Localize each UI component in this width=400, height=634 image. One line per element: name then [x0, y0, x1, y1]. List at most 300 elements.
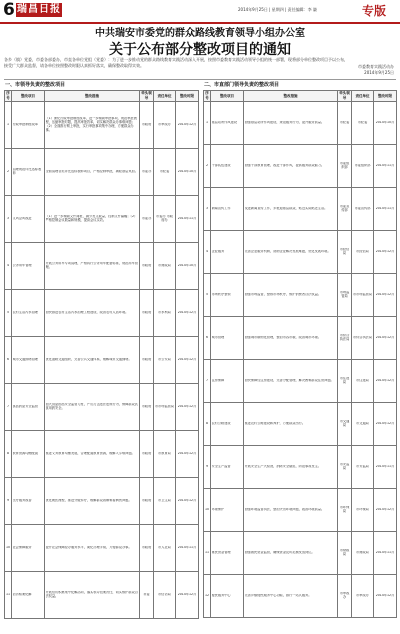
cell-item-text: 清理规范评比达标表彰 [12, 168, 42, 175]
cell-item-text: 基层站所作风建设 [211, 121, 237, 125]
cell-item-text: 行政审批制度改革 [12, 123, 38, 127]
cell-owner [140, 149, 154, 196]
intro-text: 各乡（镇）党委，市委各部委办，市直各单位党组（党委）：为了进一步推动党的群众路线教育实践活动深入开展，按照市委教育实践活动领导小组的统一部署，现将部分单位整改项目予以公布，接受广大群众监督，请各单位按照整改时限认真抓好落实，确保整改取得实效。 [4, 57, 348, 68]
cell-owner-text: 市政府 [141, 358, 152, 362]
headline-title: 关于公布部分整改项目的通知 [109, 42, 291, 58]
cell-deadline [176, 478, 199, 525]
cell-no [5, 572, 12, 619]
table-row [5, 102, 199, 149]
cell-unit-text: 市审改办 [356, 594, 369, 598]
cell-no-text: 2 [205, 164, 209, 168]
cell-unit-text: 市市场监管局 [352, 293, 373, 297]
cell-deadline [176, 525, 199, 572]
right-table-body [204, 102, 397, 618]
cell-unit [352, 403, 374, 446]
cell-no-text: 7 [205, 379, 209, 383]
cell-item [211, 317, 244, 360]
cell-deadline [374, 403, 397, 446]
cell-unit [154, 337, 176, 384]
cell-item [12, 337, 45, 384]
cell-owner [140, 196, 154, 243]
cell-deadline [176, 102, 199, 149]
right-table-header [204, 91, 397, 102]
cell-deadline [374, 274, 397, 317]
cell-owner [338, 274, 352, 317]
cell-measure [244, 403, 338, 446]
cell-no-text: 7 [6, 405, 10, 409]
cell-unit [352, 188, 374, 231]
cell-item [211, 274, 244, 317]
cell-deadline-text: 2014年12月 [177, 452, 197, 456]
left-table-body [5, 102, 199, 619]
cell-deadline-text: 2014年11月 [375, 551, 395, 555]
cell-measure [45, 431, 140, 478]
cell-measure-text: 全面清理各类评比达标表彰项目，严格控制审批，减轻基层负担。 [45, 170, 138, 174]
cell-no-text: 6 [205, 336, 209, 340]
col-owner: 牵头领导 [339, 91, 350, 100]
cell-unit-text: 市委宣传部 [354, 207, 371, 211]
left-section-title: 一、市领导负责的整改项目 [5, 82, 66, 88]
cell-unit-text: 市环保局 [356, 508, 369, 512]
cell-item [12, 431, 45, 478]
cell-item [12, 478, 45, 525]
cell-deadline-text: 2014年12月 [177, 358, 197, 362]
cell-no [204, 317, 211, 360]
cell-item [12, 290, 45, 337]
cell-no [5, 478, 12, 525]
cell-no [204, 575, 211, 618]
cell-unit [352, 360, 374, 403]
cell-deadline [374, 446, 397, 489]
cell-no [204, 360, 211, 403]
right-section-title: 二、市直部门领导负责的整改项目 [204, 82, 280, 88]
cell-deadline-text: 2014年10月 [375, 121, 395, 125]
table-row [204, 532, 397, 575]
cell-item [12, 102, 45, 149]
cell-unit-text: 市纪委 [357, 121, 368, 125]
cell-no-text: 11 [5, 593, 11, 597]
cell-owner-text: 市交通局 [339, 420, 350, 427]
newspaper-logo: 瑞昌日报 [17, 4, 61, 15]
cell-unit-text: 市卫生局 [158, 499, 171, 503]
cell-owner [140, 384, 154, 431]
cell-deadline-text: 2014年12月 [177, 311, 197, 315]
cell-measure [244, 317, 338, 360]
cell-owner [140, 525, 154, 572]
cell-item-text: 惠民资金管理 [211, 551, 231, 555]
cell-item-text: 企业服务 [211, 250, 225, 254]
table-row [204, 231, 397, 274]
cell-deadline [176, 337, 199, 384]
cell-item-text: 信访积案化解 [12, 593, 32, 597]
col-deadline: 整改时限 [176, 91, 199, 102]
cell-owner-text: 市审改办 [339, 592, 350, 599]
cell-unit-text: 市教育局 [158, 452, 171, 456]
cell-no-text: 8 [205, 422, 209, 426]
cell-owner-text: 市安监局 [339, 463, 350, 470]
cell-item-text: 安全生产监管 [211, 465, 231, 469]
date-line: 2014年9月25日 | 星期四 | 责任编辑：李 谦 [238, 7, 317, 12]
cell-no [204, 145, 211, 188]
cell-owner-text: 市环保局 [339, 506, 350, 513]
cell-measure-text: 加强市场监管，整顿市场秩序，维护消费者合法权益。 [244, 293, 321, 297]
cell-measure [45, 384, 140, 431]
cell-measure-text: 加强干部教育管理，改进干部作风，提高服务群众能力。 [244, 164, 325, 168]
cell-unit-text: 市综合执法局 [352, 336, 373, 340]
cell-owner-text: 市委 [143, 593, 150, 597]
cell-item [211, 188, 244, 231]
table-row [204, 575, 397, 618]
divider [4, 79, 396, 80]
cell-deadline [374, 145, 397, 188]
table-row [5, 243, 199, 290]
cell-measure-text: 改进新闻宣传工作，多报道基层群众，贴近实际贴近生活。 [244, 207, 328, 211]
cell-unit-text: 市交通局 [356, 422, 369, 426]
cell-owner [338, 403, 352, 446]
cell-item [12, 243, 45, 290]
cell-unit-text: 市水利局 [158, 311, 171, 315]
table-row [204, 403, 397, 446]
left-column [4, 82, 198, 619]
cell-no [5, 384, 12, 431]
cell-unit [352, 145, 374, 188]
cell-unit [352, 317, 374, 360]
cell-deadline-text: 2014年11月 [375, 164, 395, 168]
cell-owner-text: 市委办 [141, 217, 152, 221]
cell-no-text: 4 [205, 250, 209, 254]
cell-item-text: 住房保障 [211, 379, 225, 383]
cell-no [204, 188, 211, 231]
cell-measure [45, 572, 140, 619]
cell-item [12, 149, 45, 196]
cell-unit-text: 市信访局 [158, 593, 171, 597]
cell-measure [45, 478, 140, 525]
cell-item [211, 360, 244, 403]
cell-unit [352, 446, 374, 489]
cell-no-text: 5 [205, 293, 209, 297]
cell-owner-text: 市政府 [141, 499, 152, 503]
cell-deadline-text: 2014年12月 [177, 405, 197, 409]
cell-measure-text: 加快推进农村生活污水治理工程建设，改善农村人居环境。 [45, 311, 129, 315]
cell-measure-text: 优化道路交通组织，完善公共交通体系，缓解城市交通拥堵。 [45, 358, 132, 362]
cell-unit [352, 102, 374, 145]
col-no: 序号 [205, 91, 209, 100]
cell-item-text: 市场秩序整顿 [211, 293, 231, 297]
table-row [204, 446, 397, 489]
cell-unit [352, 575, 374, 618]
intro-block [4, 57, 396, 78]
cell-measure-text: 加强城市精细化管理，整治市容市貌，改善城市环境。 [244, 336, 321, 340]
cell-item-text: 教育资源均衡配置 [12, 452, 38, 456]
cell-item-text: 便民服务中心 [211, 594, 231, 598]
cell-unit-text: 市住建局 [356, 379, 369, 383]
cell-deadline-text: 2014年12月 [375, 422, 395, 426]
cell-deadline-text: 2014年12月 [375, 336, 395, 340]
cell-item [211, 575, 244, 618]
right-table [203, 90, 397, 618]
cell-owner [338, 446, 352, 489]
cell-no [5, 525, 12, 572]
cell-deadline [374, 489, 397, 532]
cell-no-text: 12 [204, 594, 210, 598]
cell-owner [140, 102, 154, 149]
cell-unit-text: 市纪委 [159, 170, 170, 174]
cell-deadline [176, 243, 199, 290]
cell-unit-text: 市委办 市政府办 [156, 215, 173, 222]
cell-deadline-text: 2014年10月 [177, 170, 197, 174]
table-row [5, 337, 199, 384]
cell-no [204, 102, 211, 145]
cell-unit [154, 290, 176, 337]
cell-owner-text: 市委宣传部 [339, 205, 350, 212]
cell-deadline-text: 2014年10月 [177, 264, 197, 268]
cell-no [204, 489, 211, 532]
cell-item [12, 525, 45, 572]
cell-owner [140, 290, 154, 337]
cell-no [204, 532, 211, 575]
cell-owner [140, 337, 154, 384]
cell-deadline-text: 2014年12月 [177, 123, 197, 127]
cell-item-text: 文风会风改进 [12, 217, 32, 221]
cell-deadline [176, 431, 199, 478]
col-owner: 牵头领导 [141, 91, 152, 100]
col-item: 整改项目 [12, 91, 45, 102]
cell-no-text: 3 [205, 207, 209, 211]
cell-deadline [374, 102, 397, 145]
cell-item [12, 384, 45, 431]
cell-owner-text: 市政府 [141, 264, 152, 268]
cell-measure [244, 102, 338, 145]
cell-owner [338, 532, 352, 575]
cell-deadline [176, 384, 199, 431]
cell-deadline-text: 2014年12月 [177, 593, 197, 597]
cell-deadline [176, 572, 199, 619]
cell-measure-text: 优化就医流程，推进分级诊疗，缓解群众看病难看病贵问题。 [45, 499, 132, 503]
cell-deadline [374, 317, 397, 360]
cell-deadline-text: 2014年11月 [177, 217, 197, 221]
cell-owner [140, 572, 154, 619]
cell-item [12, 196, 45, 243]
cell-item [211, 489, 244, 532]
cell-measure-text: 开展公务用车专项清理，严格执行公务用车配备标准，规范用车管理。 [45, 262, 138, 269]
cell-item-text: 社会保障服务 [12, 546, 32, 550]
cell-item [211, 102, 244, 145]
cell-owner-text: 市场监管局 [339, 291, 350, 298]
cell-owner [338, 102, 352, 145]
cell-unit [154, 572, 176, 619]
cell-no-text: 2 [6, 170, 10, 174]
table-row [204, 274, 397, 317]
cell-unit-text: 市财政局 [356, 551, 369, 555]
cell-no-text: 9 [205, 465, 209, 469]
cell-measure [244, 360, 338, 403]
cell-measure-text: 加强惠民资金监管，确保资金及时足额发放到位。 [244, 551, 315, 555]
page-number: 6 [3, 0, 15, 20]
col-unit: 责任单位 [154, 91, 176, 102]
cell-measure-text: 开展安全生产大检查，消除安全隐患，防范事故发生。 [244, 465, 321, 469]
cell-deadline [374, 360, 397, 403]
cell-measure-text: 加大食品药品安全监管力度，严厉打击违法违规行为，保障群众饮食用药安全。 [45, 403, 138, 410]
cell-unit [154, 196, 176, 243]
col-item: 整改项目 [211, 91, 244, 102]
cell-deadline [374, 532, 397, 575]
table-row [204, 145, 397, 188]
cell-owner [140, 478, 154, 525]
cell-item-text: 农村生活污水治理 [12, 311, 38, 315]
cell-measure-text: （1）深化行政审批制度改革，进一步精简审批事项，规范审批流程，压缩审批时限，提高审批效率，切实解决群众办事难问题；（2）全面推行网上审批，实行审批事项集中办理，方便群众办事。 [45, 117, 137, 132]
cell-unit-text: 市安监局 [356, 465, 369, 469]
cell-unit [352, 274, 374, 317]
cell-owner-text: 市政府 [141, 452, 152, 456]
cell-measure [244, 489, 338, 532]
cell-unit-text: 市委组织部 [354, 164, 371, 168]
cell-no [204, 274, 211, 317]
table-row [204, 188, 397, 231]
cell-item [211, 446, 244, 489]
cell-unit [352, 532, 374, 575]
cell-unit-text: 市市场监管局 [154, 405, 175, 409]
cell-unit [352, 489, 374, 532]
cell-owner-text: 市政府 [141, 311, 152, 315]
cell-deadline [176, 196, 199, 243]
cell-measure [45, 290, 140, 337]
cell-no-text: 10 [204, 508, 210, 512]
cell-measure [244, 446, 338, 489]
cell-no [5, 337, 12, 384]
right-column [203, 82, 396, 618]
cell-item [12, 572, 45, 619]
table-row [5, 572, 199, 619]
cell-unit [154, 102, 176, 149]
col-no: 序号 [6, 91, 10, 100]
cell-measure [45, 102, 140, 149]
cell-measure [45, 525, 140, 572]
cell-item-text: 新闻宣传工作 [211, 207, 231, 211]
table-row [204, 102, 397, 145]
cell-owner-text: 市政府 [141, 123, 152, 127]
cell-deadline [176, 149, 199, 196]
cell-owner-text: 市委组织部 [339, 162, 350, 169]
cell-item [211, 532, 244, 575]
table-row [5, 478, 199, 525]
cell-measure-text: 推进义务教育均衡发展，合理配置教育资源，缓解入学难问题。 [45, 452, 135, 456]
cell-measure-text: 加强环境监管执法，整治突出环境问题，改善环境质量。 [244, 508, 325, 512]
cell-item [211, 231, 244, 274]
cell-no-text: 10 [5, 546, 11, 550]
cell-measure [244, 575, 338, 618]
cell-owner-text: 市经信局 [339, 248, 350, 255]
table-row [5, 196, 199, 243]
cell-item-text: 城市交通拥堵治理 [12, 358, 38, 362]
signature-block [358, 64, 394, 75]
cell-owner [338, 145, 352, 188]
cell-deadline-text: 2014年11月 [177, 546, 197, 550]
cell-measure [244, 231, 338, 274]
cell-unit [154, 384, 176, 431]
left-table-header [5, 91, 199, 102]
cell-no-text: 9 [6, 499, 10, 503]
cell-owner [338, 317, 352, 360]
cell-measure [244, 188, 338, 231]
col-deadline: 整改时限 [374, 91, 397, 102]
table-row [204, 489, 397, 532]
cell-item [211, 145, 244, 188]
cell-unit-text: 市经信局 [356, 250, 369, 254]
cell-no-text: 6 [6, 358, 10, 362]
left-table [4, 90, 199, 619]
cell-deadline [374, 231, 397, 274]
cell-no [5, 196, 12, 243]
cell-owner [338, 489, 352, 532]
cell-item-text: 公务用车管理 [12, 264, 32, 268]
cell-measure [244, 532, 338, 575]
section-label: 专版 [362, 4, 387, 18]
cell-unit-text: 市审改办 [158, 123, 171, 127]
cell-owner-text: 市财政局 [339, 549, 350, 556]
cell-deadline-text: 2014年12月 [375, 508, 395, 512]
cell-unit-text: 市公安局 [158, 358, 171, 362]
cell-no [204, 231, 211, 274]
cell-owner-text: 市政府 [141, 405, 152, 409]
table-row [5, 431, 199, 478]
cell-no-text: 11 [204, 551, 210, 555]
cell-measure-text: 推进农村公路建设和养护，方便群众出行。 [244, 422, 306, 426]
cell-no [5, 102, 12, 149]
col-measure: 整改措施 [244, 91, 338, 102]
cell-deadline-text: 2014年12月 [375, 293, 395, 297]
cell-unit [154, 243, 176, 290]
cell-unit [352, 231, 374, 274]
cell-no-text: 1 [205, 121, 209, 125]
cell-deadline [374, 188, 397, 231]
table-row [5, 149, 199, 196]
cell-no [5, 431, 12, 478]
cell-unit [154, 525, 176, 572]
cell-item-text: 城市管理 [211, 336, 225, 340]
cell-deadline [176, 290, 199, 337]
cell-deadline [374, 575, 397, 618]
cell-deadline-text: 2014年11月 [375, 465, 395, 469]
cell-item-text: 农村公路建设 [211, 422, 231, 426]
cell-item [211, 403, 244, 446]
table-row [5, 290, 199, 337]
cell-item-text: 食品药品安全监管 [12, 405, 38, 409]
cell-no-text: 4 [6, 264, 10, 268]
cell-owner [140, 243, 154, 290]
cell-owner [338, 575, 352, 618]
cell-no [5, 149, 12, 196]
cell-measure [45, 337, 140, 384]
cell-no-text: 8 [6, 452, 10, 456]
cell-no-text: 1 [6, 123, 10, 127]
cell-measure [244, 145, 338, 188]
cell-measure [244, 274, 338, 317]
cell-unit [154, 149, 176, 196]
cell-owner [140, 431, 154, 478]
cell-owner-text: 市政府 [141, 546, 152, 550]
table-row [5, 525, 199, 572]
table-row [204, 360, 397, 403]
page-header [0, 0, 400, 24]
cell-unit-text: 市人社局 [158, 546, 171, 550]
cell-measure-text: 开展信访积案集中化解活动，落实领导包案责任，切实维护群众合法权益。 [45, 591, 138, 598]
cell-deadline-text: 2014年12月 [375, 250, 395, 254]
cell-measure-text: 提升社会保障经办服务水平，简化办理手续，方便群众办事。 [45, 546, 132, 550]
cell-no [204, 446, 211, 489]
cell-measure-text: 加强基层站所作风建设，规范服务行为，提升服务质量。 [244, 121, 325, 125]
cell-owner [338, 231, 352, 274]
cell-owner-text: 市委办 [141, 170, 152, 174]
